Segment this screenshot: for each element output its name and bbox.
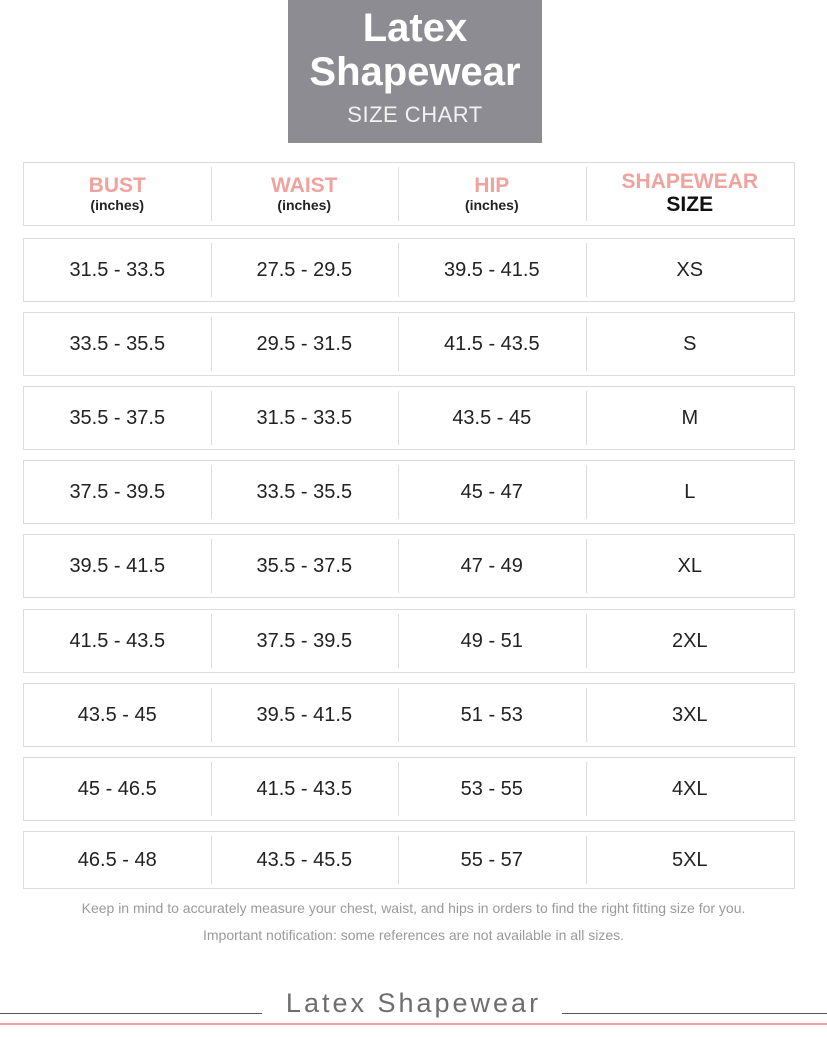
cell-size: 2XL [586, 610, 794, 672]
cell-size: 4XL [586, 758, 794, 820]
cell-size: L [586, 461, 794, 523]
header-size-sub: SIZE [666, 193, 714, 216]
cell-waist: 35.5 - 37.5 [211, 535, 399, 597]
cell-size: 5XL [586, 832, 794, 888]
cell-bust: 41.5 - 43.5 [69, 629, 166, 652]
title-banner [288, 0, 542, 143]
cell-hip: 51 - 53 [398, 684, 586, 746]
cell-hip: 43.5 - 45 [398, 387, 586, 449]
table-row [23, 831, 795, 889]
table-row [23, 312, 795, 376]
table-row [23, 534, 795, 598]
header-bust-unit: (inches) [90, 197, 145, 213]
cell-waist: 41.5 - 43.5 [211, 758, 399, 820]
cell-size: XS [586, 239, 794, 301]
cell-waist: 31.5 - 33.5 [211, 387, 399, 449]
cell-hip: 49 - 51 [398, 610, 586, 672]
header-hip [398, 163, 586, 225]
availability-note: Important notification: some references are not available in all sizes. [203, 927, 624, 943]
table-row [23, 609, 795, 673]
table-row [23, 683, 795, 747]
cell-hip: 53 - 55 [398, 758, 586, 820]
cell-bust: 35.5 - 37.5 [69, 406, 166, 429]
cell-bust: 33.5 - 35.5 [69, 332, 166, 355]
header-waist-label: WAIST [271, 174, 338, 197]
table-row [23, 238, 795, 302]
footer-accent-line [0, 1023, 827, 1025]
header-hip-label: HIP [474, 174, 510, 197]
header-waist-unit: (inches) [277, 197, 332, 213]
cell-bust: 37.5 - 39.5 [69, 480, 166, 503]
title-line-2: Shapewear [309, 50, 521, 94]
cell-size: XL [586, 535, 794, 597]
cell-bust: 45 - 46.5 [77, 777, 157, 800]
table-row [23, 386, 795, 450]
title-line-1: Latex [362, 6, 468, 50]
cell-waist: 39.5 - 41.5 [211, 684, 399, 746]
cell-size: S [586, 313, 794, 375]
cell-hip: 45 - 47 [398, 461, 586, 523]
title-subtitle: SIZE CHART [347, 102, 483, 127]
cell-hip: 55 - 57 [398, 832, 586, 888]
cell-waist: 33.5 - 35.5 [211, 461, 399, 523]
cell-size: M [586, 387, 794, 449]
table-row [23, 460, 795, 524]
cell-size: 3XL [586, 684, 794, 746]
measurement-note: Keep in mind to accurately measure your chest, waist, and hips in orders to find the right fitting size for you. [81, 900, 746, 916]
cell-hip: 47 - 49 [398, 535, 586, 597]
table-row [23, 757, 795, 821]
cell-bust: 31.5 - 33.5 [69, 258, 166, 281]
cell-waist: 27.5 - 29.5 [211, 239, 399, 301]
cell-bust: 39.5 - 41.5 [69, 554, 166, 577]
footer-brand: Latex Shapewear [285, 988, 542, 1018]
header-size-label: SHAPEWEAR [621, 170, 759, 193]
cell-hip: 41.5 - 43.5 [398, 313, 586, 375]
header-bust-label: BUST [88, 174, 146, 197]
header-hip-unit: (inches) [464, 197, 519, 213]
cell-waist: 43.5 - 45.5 [211, 832, 399, 888]
size-table-header [23, 162, 795, 226]
header-size [586, 163, 794, 225]
cell-waist: 29.5 - 31.5 [211, 313, 399, 375]
cell-waist: 37.5 - 39.5 [211, 610, 399, 672]
cell-bust: 46.5 - 48 [77, 848, 157, 871]
cell-bust: 43.5 - 45 [77, 703, 157, 726]
header-bust [24, 163, 211, 225]
header-waist [211, 163, 399, 225]
cell-hip: 39.5 - 41.5 [398, 239, 586, 301]
